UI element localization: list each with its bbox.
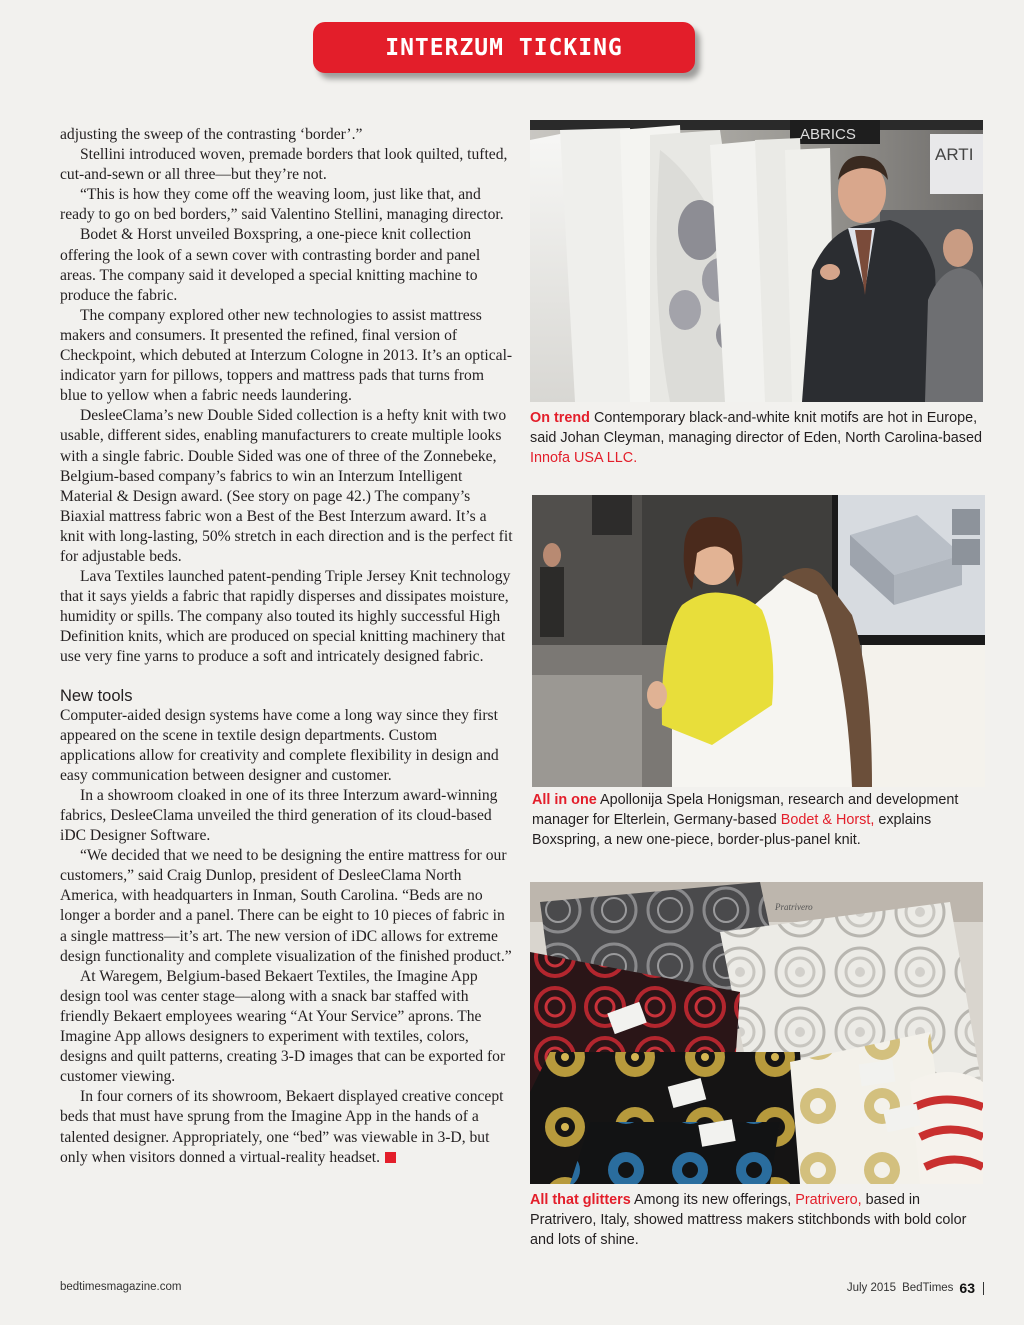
subhead-new-tools: New tools xyxy=(60,686,133,705)
paragraph: “This is how they come off the weaving loom, just like that, and ready to go on bed borders,” said Valentino Stellini, managing director. xyxy=(60,186,504,224)
boxspring-photo xyxy=(532,495,985,787)
caption-text: explains Boxspring, a new one-piece, border-plus-panel knit. xyxy=(532,812,932,848)
photo-all-that-glitters xyxy=(530,882,983,1184)
footer-date: July 2015 xyxy=(846,1282,897,1294)
photo-on-trend xyxy=(530,120,983,402)
photo-all-in-one xyxy=(532,495,985,787)
paragraph: At Waregem, Belgium-based Bekaert Textiles, the Imagine App design tool was center stage—along with a snack bar staffed with friendly Bekaert employees wearing “At Your Service” aprons. The Imagine App allows designers to experiment with textiles, colors, designs and quilt patterns, creating 3-D images that can be exported for customer viewing. xyxy=(60,967,506,1086)
label-text: Pratrivero xyxy=(775,902,813,912)
footer-site: bedtimesmagazine.com xyxy=(60,1281,182,1293)
caption-on-trend xyxy=(530,408,984,468)
fabric-swatches-photo xyxy=(530,882,983,1184)
textile-display-photo xyxy=(530,120,983,402)
caption-lead: On trend xyxy=(530,410,590,426)
paragraph: Stellini introduced woven, premade borders that look quilted, tufted, cut-and-sewn or all three—but they’re not. xyxy=(60,146,508,184)
end-mark-icon xyxy=(385,1152,396,1163)
footer-magazine: BedTimes xyxy=(902,1282,954,1294)
paragraph-final xyxy=(60,1087,514,1167)
caption-all-that-glitters xyxy=(530,1190,984,1250)
caption-text: Apollonija Spela Honigsman, research and development manager for Elterlein, Germany-based xyxy=(532,792,959,828)
sign-text: ABRICS xyxy=(800,126,856,143)
page-number: 63 xyxy=(959,1280,975,1296)
article-body xyxy=(60,125,514,1168)
paragraph: The company explored other new technologies to assist mattress makers and consumers. It presented the refined, final version of Checkpoint, which debuted at Interzum Cologne in 2013. It’s an optical-indicator yarn for pillows, toppers and mattress pads that turns from blue to yellow when a fabric needs laundering. xyxy=(60,306,513,405)
paragraph: Bodet & Horst unveiled Boxspring, a one-piece knit collection offering the look of a sewn cover with contrasting border and panel areas. The company said it developed a special knitting machine to produce the fabric. xyxy=(60,226,481,304)
caption-all-in-one xyxy=(532,790,986,850)
folio-divider xyxy=(983,1282,984,1295)
section-banner xyxy=(313,22,695,73)
banner-title: INTERZUM TICKING xyxy=(385,34,623,61)
company-name: Bodet & Horst, xyxy=(780,812,875,828)
paragraph-text: In four corners of its showroom, Bekaert displayed creative concept beds that must have sprung from the Imagine App in the hands of a talented designer. Appropriately, one “bed” was viewable in 3-D, but only when visitors donned a virtual-reality headset. xyxy=(60,1088,504,1166)
paragraph: DesleeClama’s new Double Sided collection is a hefty knit with two usable, different sides, enabling manufacturers to create multiple looks with a single fabric. Double Sided was one of three of the Zonnebeke, Belgium-based company’s fabrics to win an Interzum Intelligent Material & Design award. (See story on page 42.) The company’s Biaxial mattress fabric won a Best of the Best Interzum award. It’s a knit with long-lasting, 50% stretch in each direction and is the perfect fit for adjustable beds. xyxy=(60,407,513,565)
caption-text: Contemporary black-and-white knit motifs are hot in Europe, said Johan Cleyman, managing director of Eden, North Carolina-based xyxy=(530,410,982,446)
paragraph: In a showroom cloaked in one of its three Interzum award-winning fabrics, DesleeClama unveiled the third generation of its cloud-based iDC Designer Software. xyxy=(60,786,498,845)
paragraph: Computer-aided design systems have come a long way since they first appeared on the scene in textile design departments. Custom applications allow for creativity and complete flexibility in design and easy communication between designer and customer. xyxy=(60,706,499,784)
company-name: Pratrivero, xyxy=(795,1192,862,1208)
caption-text: based in Pratrivero, Italy, showed mattress makers stitchbonds with bold color and lots of shine. xyxy=(530,1192,967,1248)
sign-text: ARTI xyxy=(935,145,974,164)
footer-folio xyxy=(847,1280,984,1296)
caption-lead: All in one xyxy=(532,792,597,808)
paragraph: Lava Textiles launched patent-pending Triple Jersey Knit technology that it says yields a fabric that rapidly disperses and dissipates moisture, humidity or spills. The company also touted its highly successful High Definition knits, which are produced on special knitting machinery that use very fine yarns to produce a soft and intricately designed fabric. xyxy=(60,568,511,666)
caption-lead: All that glitters xyxy=(530,1192,631,1208)
paragraph: adjusting the sweep of the contrasting ‘border’.” xyxy=(60,126,363,143)
caption-text: Among its new offerings, xyxy=(630,1192,796,1208)
company-name: Innofa USA LLC. xyxy=(530,450,638,466)
paragraph: “We decided that we need to be designing the entire mattress for our customers,” said Craig Dunlop, president of DesleeClama North America, with headquarters in Inman, South Carolina. “Beds are no longer a border and a panel. There can be eight to 10 pieces of fabric in a single mattress—it’s art. The new version of iDC allows for extreme design functionality and complete visualization of the finished product.” xyxy=(60,847,512,965)
